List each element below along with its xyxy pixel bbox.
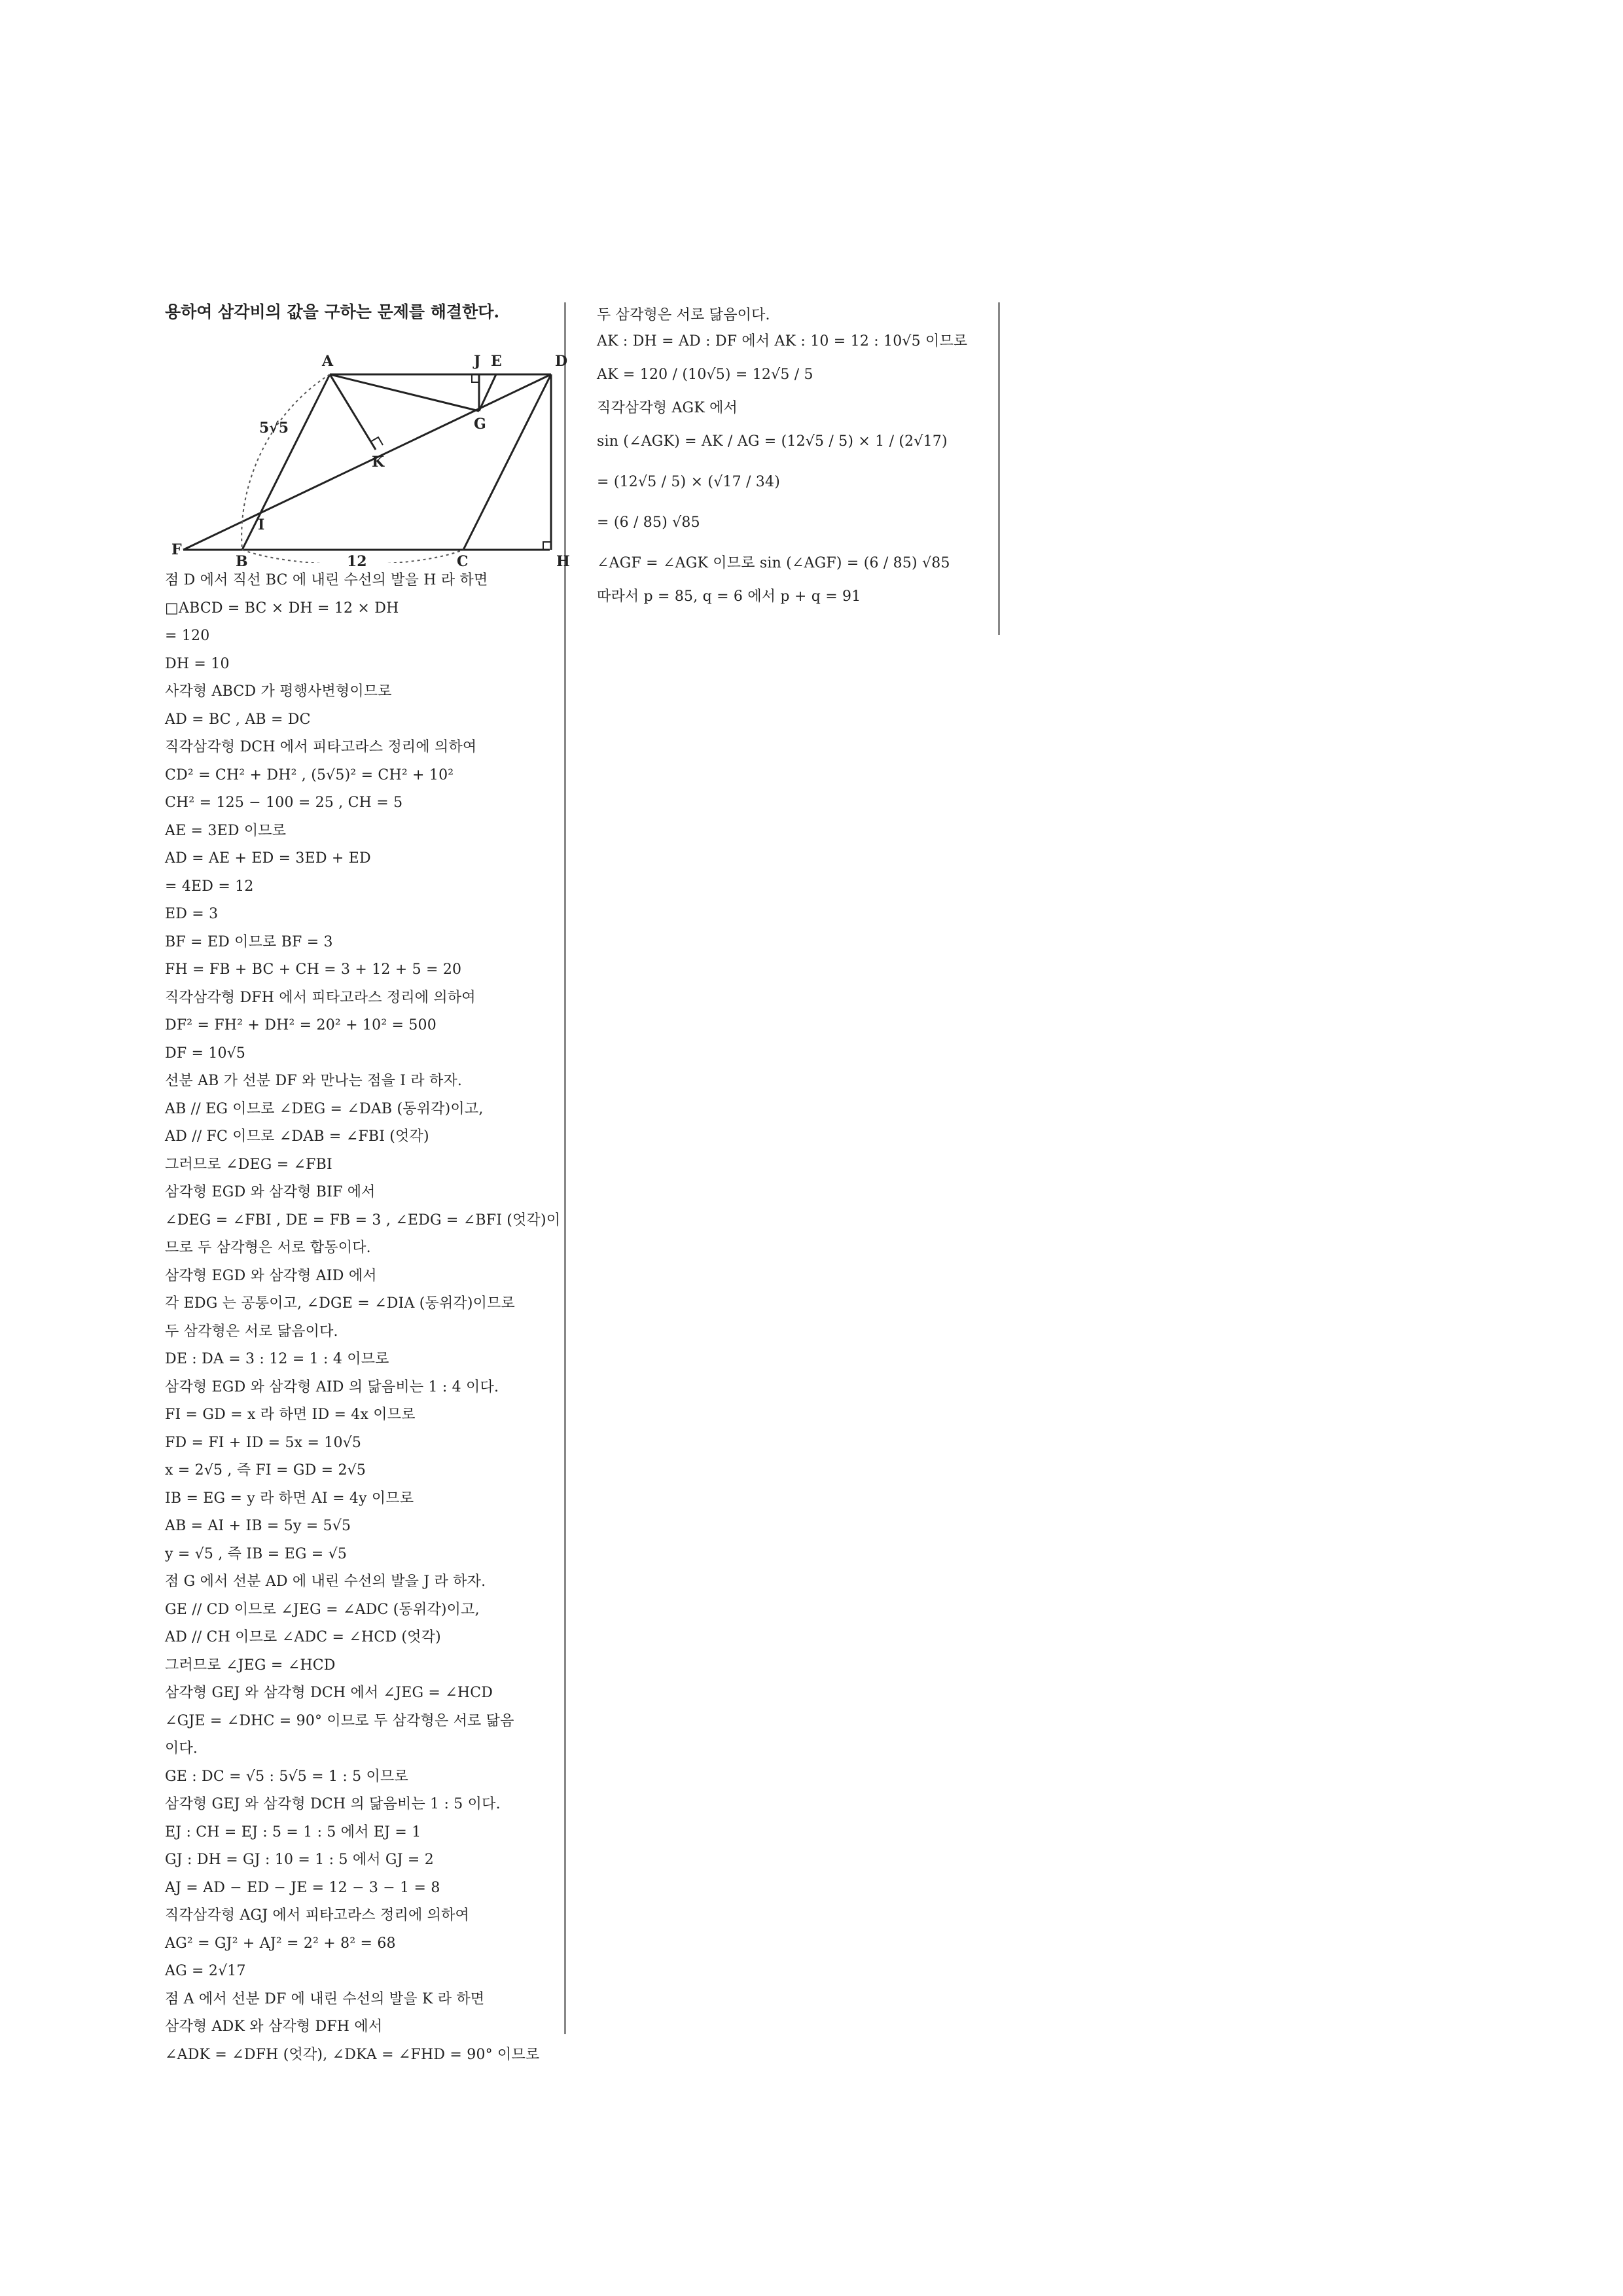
solution-line: ∠GJE = ∠DHC = 90° 이므로 두 삼각형은 서로 닮음 <box>165 1712 514 1729</box>
solution-line: y = √5 , 즉 IB = EG = √5 <box>165 1545 348 1562</box>
label-f: F <box>171 541 182 558</box>
solution-line: = 120 <box>165 628 210 644</box>
right-angle-j <box>472 374 479 382</box>
label-b: B <box>236 553 248 570</box>
solution-line: GJ : DH = GJ : 10 = 1 : 5 에서 GJ = 2 <box>165 1852 434 1868</box>
solution-line: AB = AI + IB = 5y = 5√5 <box>165 1518 351 1534</box>
solution-line: 선분 AB 가 선분 DF 와 만나는 점을 I 라 하자. <box>165 1073 463 1089</box>
figure-drawing <box>165 327 571 563</box>
solution-line: 므로 두 삼각형은 서로 합동이다. <box>165 1240 371 1256</box>
label-d: D <box>555 353 568 370</box>
solution-line: 점 D 에서 직선 BC 에 내린 수선의 발을 H 라 하면 <box>165 572 488 588</box>
solution-line: CH² = 125 − 100 = 25 , CH = 5 <box>165 795 403 811</box>
solution-line: AK : DH = AD : DF 에서 AK : 10 = 12 : 10√5 이므로 <box>597 333 968 350</box>
solution-line: ∠ADK = ∠DFH (엇각), ∠DKA = ∠FHD = 90° 이므로 <box>165 2046 540 2063</box>
solution-line: 삼각형 EGD 와 삼각형 AID 의 닮음비는 1 : 4 이다. <box>165 1378 499 1395</box>
segment-dc <box>463 374 551 550</box>
segment-fd <box>183 374 551 550</box>
solution-line: AD // FC 이므로 ∠DAB = ∠FBI (엇각) <box>165 1128 429 1145</box>
label-k: K <box>372 454 385 471</box>
label-a: A <box>322 353 334 370</box>
solution-line: ∠DEG = ∠FBI , DE = FB = 3 , ∠EDG = ∠BFI (엇각)이 <box>165 1211 561 1229</box>
solution-line: BF = ED 이므로 BF = 3 <box>165 933 333 950</box>
geometry-figure <box>165 327 571 570</box>
solution-line: 그러므로 ∠JEG = ∠HCD <box>165 1657 336 1674</box>
solution-line: 따라서 p = 85, q = 6 에서 p + q = 91 <box>597 588 861 605</box>
segment-ak <box>330 374 376 450</box>
solution-line: CD² = CH² + DH² , (5√5)² = CH² + 10² <box>165 766 454 783</box>
solution-line: 점 A 에서 선분 DF 에 내린 수선의 발을 K 라 하면 <box>165 1990 485 2007</box>
label-j: J <box>474 353 481 370</box>
label-side: 5√5 <box>259 420 289 437</box>
solution-line: EJ : CH = EJ : 5 = 1 : 5 에서 EJ = 1 <box>165 1823 421 1840</box>
label-c: C <box>457 553 469 570</box>
solution-line: IB = EG = y 라 하면 AI = 4y 이므로 <box>165 1490 414 1507</box>
solution-line: sin (∠AGK) = AK / AG = (12√5 / 5) × 1 / (2√17) <box>597 433 948 450</box>
solution-line: AK = 120 / (10√5) = 12√5 / 5 <box>597 367 813 383</box>
solution-line: GE // CD 이므로 ∠JEG = ∠ADC (동위각)이고, <box>165 1601 480 1618</box>
solution-line: 삼각형 ADK 와 삼각형 DFH 에서 <box>165 2018 383 2035</box>
left-column <box>165 302 570 2069</box>
solution-line: = 4ED = 12 <box>165 878 254 895</box>
solution-line: AJ = AD − ED − JE = 12 − 3 − 1 = 8 <box>165 1879 440 1896</box>
solution-lines-left <box>165 567 561 2069</box>
solution-line: 각 EDG 는 공통이고, ∠DGE = ∠DIA (동위각)이므로 <box>165 1295 515 1312</box>
solution-line: 삼각형 EGD 와 삼각형 BIF 에서 <box>165 1184 376 1200</box>
solution-line: 두 삼각형은 서로 닮음이다. <box>165 1323 338 1340</box>
solution-line: AE = 3ED 이므로 <box>165 822 287 839</box>
solution-line: DF = 10√5 <box>165 1045 246 1062</box>
solution-line: FH = FB + BC + CH = 3 + 12 + 5 = 20 <box>165 961 462 978</box>
solution-line: 삼각형 EGD 와 삼각형 AID 에서 <box>165 1267 377 1284</box>
solution-line: 사각형 ABCD 가 평행사변형이므로 <box>165 683 392 700</box>
solution-line: ED = 3 <box>165 906 219 922</box>
solution-line: 직각삼각형 AGJ 에서 피타고라스 정리에 의하여 <box>165 1907 469 1924</box>
solution-line: 두 삼각형은 서로 닮음이다. <box>597 307 770 323</box>
label-h: H <box>556 553 570 570</box>
solution-line: AG = 2√17 <box>165 1963 246 1979</box>
solution-line: AD = BC , AB = DC <box>165 711 311 728</box>
solution-line: 점 G 에서 선분 AD 에 내린 수선의 발을 J 라 하자. <box>165 1573 486 1590</box>
solution-line: 삼각형 GEJ 와 삼각형 DCH 의 닮음비는 1 : 5 이다. <box>165 1796 501 1812</box>
label-g: G <box>474 416 486 433</box>
label-i: I <box>258 516 265 533</box>
solution-line: AG² = GJ² + AJ² = 2² + 8² = 68 <box>165 1935 396 1952</box>
solution-line: FD = FI + ID = 5x = 10√5 <box>165 1434 362 1451</box>
solution-line: ∠AGF = ∠AGK 이므로 sin (∠AGF) = (6 / 85) √85 <box>597 555 950 571</box>
solution-line: 삼각형 GEJ 와 삼각형 DCH 에서 ∠JEG = ∠HCD <box>165 1685 493 1701</box>
solution-line: 직각삼각형 DFH 에서 피타고라스 정리에 의하여 <box>165 989 476 1006</box>
solution-line: AD = AE + ED = 3ED + ED <box>165 850 371 867</box>
solution-line: FI = GD = x 라 하면 ID = 4x 이므로 <box>165 1407 416 1423</box>
solution-line: 그러므로 ∠DEG = ∠FBI <box>165 1156 332 1173</box>
solution-line: 직각삼각형 DCH 에서 피타고라스 정리에 의하여 <box>165 739 477 755</box>
column-divider-right <box>998 302 1000 635</box>
lead-sentence: 용하여 삼각비의 값을 구하는 문제를 해결한다. <box>165 302 500 321</box>
solution-line: 이다. <box>165 1740 198 1757</box>
label-e: E <box>491 353 502 370</box>
solution-line: □ABCD = BC × DH = 12 × DH <box>165 600 399 617</box>
segment-ag <box>330 374 479 411</box>
right-angle-h <box>543 542 551 550</box>
solution-line: DH = 10 <box>165 655 230 672</box>
solution-line: = (12√5 / 5) × (√17 / 34) <box>597 474 780 490</box>
solution-line: AD // CH 이므로 ∠ADC = ∠HCD (엇각) <box>165 1629 441 1645</box>
solution-line: = (6 / 85) √85 <box>597 514 700 531</box>
solution-line: DE : DA = 3 : 12 = 1 : 4 이므로 <box>165 1351 389 1367</box>
solution-line: x = 2√5 , 즉 FI = GD = 2√5 <box>165 1462 366 1479</box>
segment-ab <box>242 374 330 550</box>
label-base: 12 <box>347 553 367 570</box>
right-column <box>597 302 996 610</box>
solution-line: AB // EG 이므로 ∠DEG = ∠DAB (동위각)이고, <box>165 1100 484 1117</box>
solution-line: GE : DC = √5 : 5√5 = 1 : 5 이므로 <box>165 1768 408 1785</box>
solution-line: 직각삼각형 AGK 에서 <box>597 400 738 416</box>
solution-line: DF² = FH² + DH² = 20² + 10² = 500 <box>165 1017 437 1033</box>
